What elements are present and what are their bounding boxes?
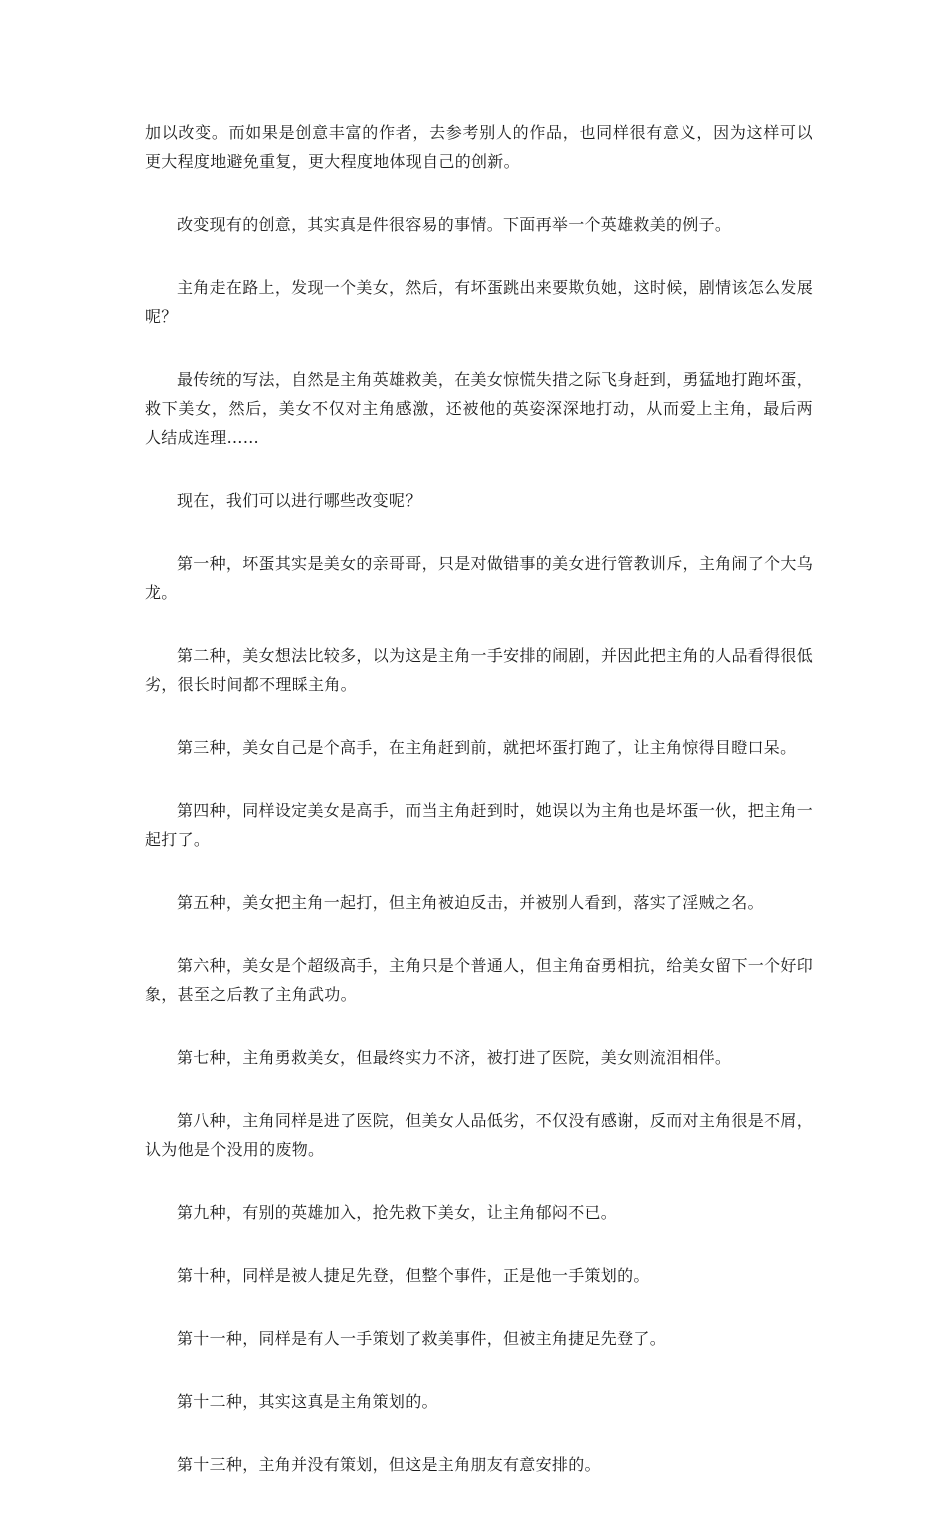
paragraph: 第三种，美女自己是个高手，在主角赶到前，就把坏蛋打跑了，让主角惊得目瞪口呆。 xyxy=(177,738,797,757)
paragraph-continuation: 加以改变。而如果是创意丰富的作者，去参考别人的作品，也同样很有意义，因为这样可以更大程度地避免重复，更大程度地体现自己的创新。 xyxy=(145,123,813,171)
paragraph: 第七种，主角勇救美女，但最终实力不济，被打进了医院，美女则流泪相伴。 xyxy=(177,1048,732,1067)
paragraph: 第八种，主角同样是进了医院，但美女人品低劣，不仅没有感谢，反而对主角很是不屑，认为他是个没用的废物。 xyxy=(145,1111,813,1159)
document-body xyxy=(145,118,813,1513)
paragraph: 第五种，美女把主角一起打，但主角被迫反击，并被别人看到，落实了淫贼之名。 xyxy=(177,893,764,912)
paragraph: 第十二种，其实这真是主角策划的。 xyxy=(177,1392,438,1411)
paragraph: 最传统的写法，自然是主角英雄救美，在美女惊慌失措之际飞身赶到，勇猛地打跑坏蛋，救下美女，然后，美女不仅对主角感激，还被他的英姿深深地打动，从而爱上主角，最后两人结成连理…… xyxy=(145,370,813,447)
paragraph: 第十种，同样是被人捷足先登，但整个事件，正是他一手策划的。 xyxy=(177,1266,650,1285)
paragraph: 第九种，有别的英雄加入，抢先救下美女，让主角郁闷不已。 xyxy=(177,1203,618,1222)
paragraph: 第四种，同样设定美女是高手，而当主角赶到时，她误以为主角也是坏蛋一伙，把主角一起打了。 xyxy=(145,801,813,849)
paragraph: 第十三种，主角并没有策划，但这是主角朋友有意安排的。 xyxy=(177,1455,601,1474)
paragraph: 改变现有的创意，其实真是件很容易的事情。下面再举一个英雄救美的例子。 xyxy=(177,215,732,234)
paragraph: 现在，我们可以进行哪些改变呢？ xyxy=(177,491,422,510)
paragraph: 第一种，坏蛋其实是美女的亲哥哥，只是对做错事的美女进行管教训斥，主角闹了个大乌龙。 xyxy=(145,554,813,602)
paragraph: 第二种，美女想法比较多，以为这是主角一手安排的闹剧，并因此把主角的人品看得很低劣，很长时间都不理睬主角。 xyxy=(145,646,813,694)
paragraph: 第六种，美女是个超级高手，主角只是个普通人，但主角奋勇相抗，给美女留下一个好印象，甚至之后教了主角武功。 xyxy=(145,956,813,1004)
paragraph: 第十一种，同样是有人一手策划了救美事件，但被主角捷足先登了。 xyxy=(177,1329,667,1348)
paragraph: 主角走在路上，发现一个美女，然后，有坏蛋跳出来要欺负她，这时候，剧情该怎么发展呢？ xyxy=(145,278,813,326)
